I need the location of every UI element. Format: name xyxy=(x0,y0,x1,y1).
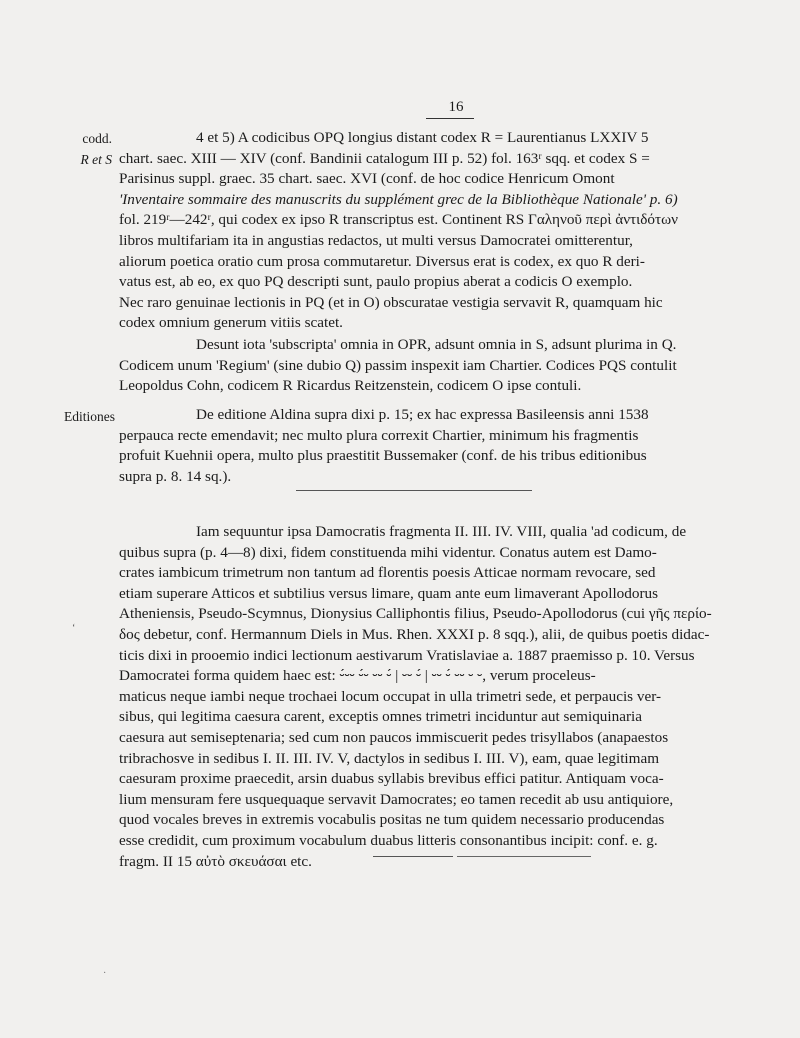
footnote-separator-extension xyxy=(457,856,591,857)
text-line: aliorum poetica oratio cum prosa commutaretur. Diversus erat is codex, ex quo R deri- xyxy=(119,252,645,270)
text-line: esse credidit, cum proximum vocabulum duabus litteris consonantibus incipit: conf. e. g. xyxy=(119,831,658,849)
footnote-separator xyxy=(373,856,453,857)
paragraph-damocrates-fragmenta xyxy=(119,522,795,872)
text-line: maticus neque iambi neque trochaei locum occupat in ulla trimetri sede, et perpaucis ver- xyxy=(119,687,662,705)
text-line: Desunt iota 'subscripta' omnia in OPR, adsunt omnia in S, adsunt plurima in Q. xyxy=(196,336,677,353)
text-line: Iam sequuntur ipsa Damocratis fragmenta II. III. IV. VIII, qualia 'ad codicum, de xyxy=(196,523,687,540)
stray-mark: · xyxy=(103,968,107,979)
text-line: Codicem unum 'Regium' (sine dubio Q) passim inspexit iam Chartier. Codices PQS contulit xyxy=(119,356,677,374)
text-line: Leopoldus Cohn, codicem R Ricardus Reitzenstein, codicem O ipse contuli. xyxy=(119,377,582,395)
text-line: fragm. II 15 αὐτὸ σκευάσαι etc. xyxy=(119,852,312,870)
stray-mark: ‘ xyxy=(72,623,76,634)
text-line: quibus supra (p. 4—8) dixi, fidem constituenda mihi videntur. Conatus autem est Damo- xyxy=(119,543,657,561)
text-line: sibus, qui legitima caesura carent, exceptis omnes trimetri inciduntur aut semiquinaria xyxy=(119,708,642,726)
text-line: quod vocales breves in extremis vocabulis positas ne tum quidem necessario producendas xyxy=(119,811,665,829)
text-line: vatus est, ab eo, ex quo PQ descripti sunt, paulo propius aberat a codicis O exemplo. xyxy=(119,273,633,291)
text-line: tribrachosve in sedibus I. II. III. IV. V, dactylos in sedibus I. III. V), eam, quae legitimam xyxy=(119,749,660,767)
margin-note-codd: codd. xyxy=(82,131,112,146)
text-line: De editione Aldina supra dixi p. 15; ex hac expressa Basileensis anni 1538 xyxy=(196,406,649,423)
section-separator xyxy=(296,490,532,491)
text-line: caesuram proxime praecedit, arsin duabus syllabis brevibus effici patitur. Antiquam voca- xyxy=(119,770,664,788)
text-line: codex omnium generum vitiis scatet. xyxy=(119,314,343,332)
text-line: caesura aut semiseptenaria; sed cum non paucos immiscuerit pedes trisyllabos (anapaestos xyxy=(119,728,669,746)
text-line: Nec raro genuinae lectionis in PQ (et in O) obscuratae vestigia servavit R, quamquam hic xyxy=(119,293,663,311)
paragraph-iota-subscripta xyxy=(119,335,795,397)
text-line: δος debetur, conf. Hermannum Diels in Mus. Rhen. XXXI p. 8 sqq.), alii, de quibus poetis didac- xyxy=(119,625,710,643)
text-line: chart. saec. XIII — XIV (conf. Bandinii catalogum III p. 52) fol. 163ʳ sqq. et codex S = xyxy=(119,149,650,167)
text-line: lium mensuram fere usquequaque servavit Damocrates; eo tamen recedit ab usu antiquiore, xyxy=(119,790,674,808)
text-line: Parisinus suppl. graec. 35 chart. saec. XVI (conf. de hoc codice Henricum Omont xyxy=(119,170,615,188)
text-line: profuit Kuehnii opera, multo plus praestitit Bussemaker (conf. de his tribus editionibus xyxy=(119,447,647,465)
text-line: ticis dixi in prooemio indici lectionum aestivarum Vratislaviae a. 1887 praemisso p. 10. Versus xyxy=(119,646,695,664)
text-line: libros multifariam ita in angustias redactos, ut multi versus Damocratei omitterentur, xyxy=(119,231,633,249)
page-number-rule xyxy=(426,118,474,119)
text-line: etiam superare Atticos et subtilius versus limare, quam ante eum limaverant Apollodorus xyxy=(119,584,659,602)
paragraph-editiones xyxy=(119,405,795,487)
text-line: perpauca recte emendavit; nec multo plura correxit Chartier, minimum his fragmentis xyxy=(119,426,639,444)
margin-note-editiones: Editiones xyxy=(64,409,115,424)
text-line: 'Inventaire sommaire des manuscrits du supplément grec de la Bibliothèque Nationale' p. 6) xyxy=(119,190,678,208)
page-number: 16 xyxy=(448,99,464,115)
text-line: 4 et 5) A codicibus OPQ longius distant codex R = Laurentianus LXXIV 5 xyxy=(196,129,649,146)
text-line: crates iambicum trimetrum non tantum ad florentis poesis Atticae normam revocare, sed xyxy=(119,564,656,582)
text-line: Atheniensis, Pseudo-Scymnus, Dionysius Calliphontis filius, Pseudo-Apollodorus (cui γῆς περίο- xyxy=(119,605,712,623)
text-line-meter: Damocratei forma quidem haec est: ⏑́⏑⏑ ⏑́⏑ ⏑⏑ ⏑́ | ⏑⏑ ⏑́ | ⏑⏑ ⏑́ ⏑⏑ ⏑ ⏑, verum proceleus- xyxy=(119,667,596,685)
margin-note-r-et-s: R et S xyxy=(80,152,112,167)
text-line: fol. 219ʳ—242ʳ, qui codex ex ipso R transcriptus est. Continent RS Γαληνοῦ περὶ ἀντιδότων xyxy=(119,211,678,229)
text-line: supra p. 8. 14 sq.). xyxy=(119,467,232,485)
paragraph-codices-r-s xyxy=(119,128,795,334)
